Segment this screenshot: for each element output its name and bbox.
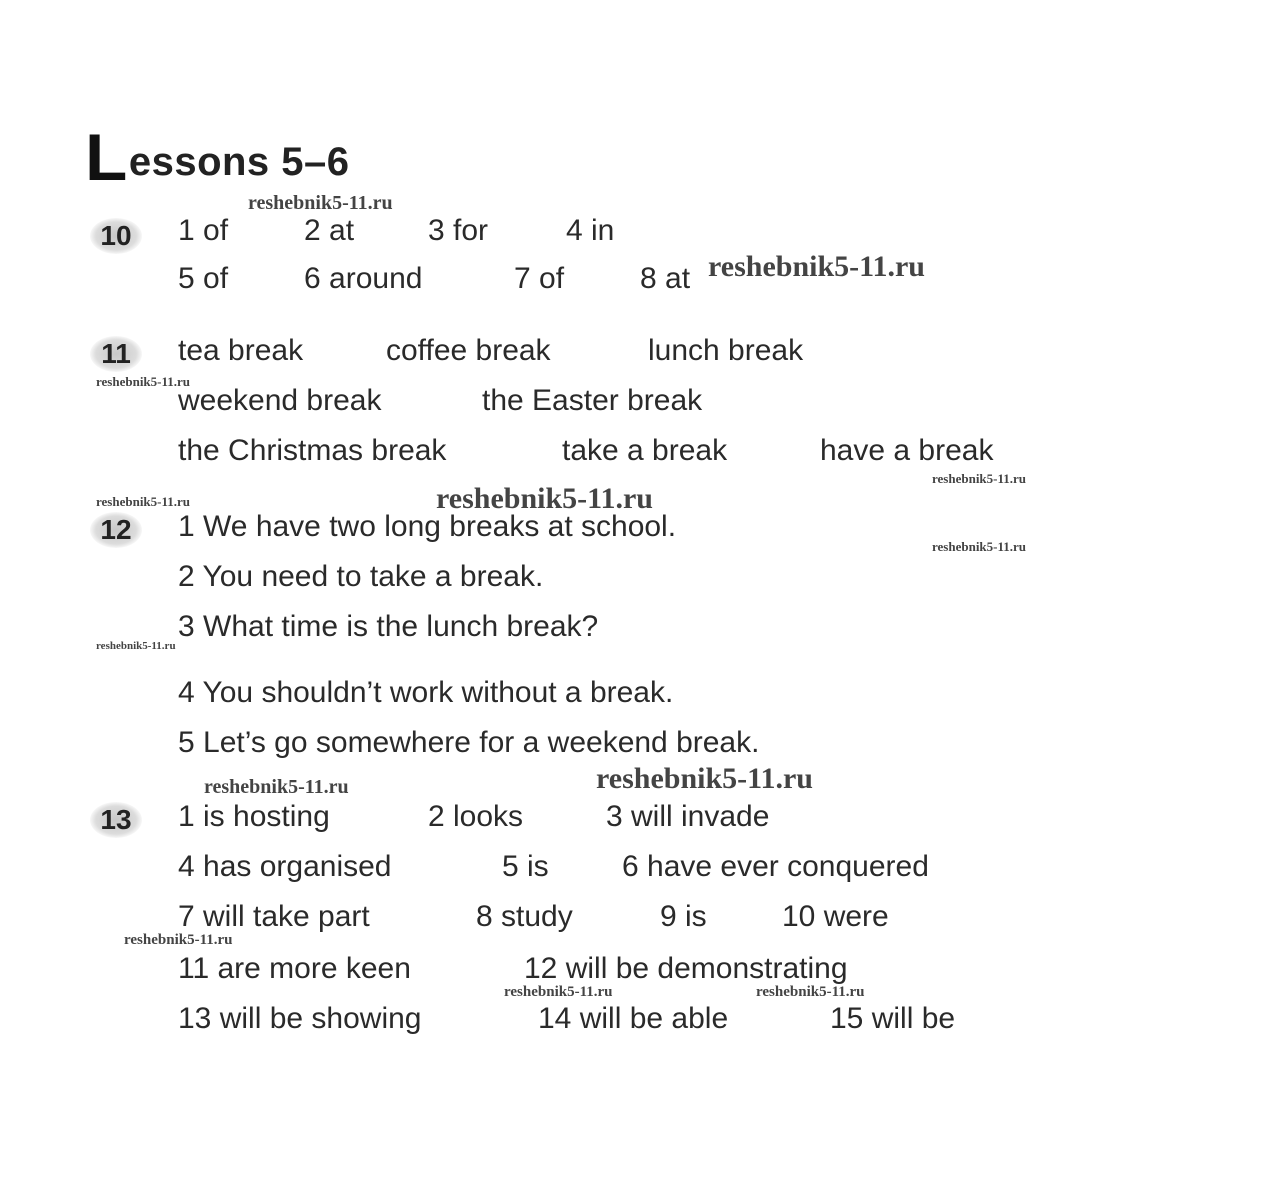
answer-item: 1 of [178,214,229,247]
exercise-12-line-3: 3 What time is the lunch break? [178,610,599,643]
watermark: reshebnik5-11.ru [708,250,925,283]
watermark: reshebnik5-11.ru [96,374,191,389]
answer-item: the Easter break [482,384,703,417]
answer-item: the Christmas break [178,434,447,467]
exercise-10-row-2 [0,262,1271,302]
exercise-number-10: 10 [86,216,146,256]
answer-item: tea break [178,334,304,367]
answer-item: coffee break [386,334,551,367]
watermark: reshebnik5-11.ru [96,640,176,652]
answer-item: 9 is [660,900,707,933]
answer-item: 8 at [640,262,691,295]
title-text: essons 5–6 [128,140,350,184]
page-title [84,120,350,194]
answer-item: 14 will be able [538,1002,729,1035]
answer-item: 5 of [178,262,229,295]
exercise-10-row-1 [0,214,1271,254]
answer-item: 1 is hosting [178,800,330,833]
exercise-11-row-1 [0,334,1271,374]
watermark: reshebnik5-11.ru [504,984,613,1000]
answer-item: 15 will be [830,1002,956,1035]
answer-item: 11 are more keen [178,952,411,985]
answer-item: 2 looks [428,800,524,833]
exercise-11-row-2 [0,384,1271,424]
answer-item: 7 will take part [178,900,370,933]
answer-item: 4 has organised [178,850,392,883]
exercise-13-row-4 [0,952,1271,992]
watermark: reshebnik5-11.ru [248,192,393,214]
answer-item: 6 around [304,262,423,295]
answer-item: 7 of [514,262,565,295]
answer-item: 3 for [428,214,489,247]
answer-item: 13 will be showing [178,1002,422,1035]
watermark: reshebnik5-11.ru [932,539,1027,554]
answer-item: take a break [562,434,728,467]
exercise-number-12: 12 [86,510,146,550]
answer-item: have a break [820,434,994,467]
answer-item: lunch break [648,334,804,367]
answer-item: 5 is [502,850,549,883]
watermark: reshebnik5-11.ru [436,482,653,515]
exercise-13-row-2 [0,850,1271,890]
title-initial: L [84,120,128,194]
exercise-number-11: 11 [86,334,146,374]
exercise-11-row-3 [0,434,1271,474]
answer-item: 2 at [304,214,355,247]
exercise-12-line-1: 1 We have two long breaks at school. [178,510,677,543]
answer-item: 3 will invade [606,800,770,833]
watermark: reshebnik5-11.ru [932,471,1027,486]
exercise-number-13: 13 [86,800,146,840]
exercise-12-line-5: 5 Let’s go somewhere for a weekend break. [178,726,760,759]
watermark: reshebnik5-11.ru [204,776,349,798]
exercise-12-line-4: 4 You shouldn’t work without a break. [178,676,674,709]
answer-item: 8 study [476,900,573,933]
watermark: reshebnik5-11.ru [124,932,233,948]
answer-item: 6 have ever conquered [622,850,929,883]
exercise-13-row-1 [0,800,1271,840]
answer-item: 10 were [782,900,889,933]
watermark: reshebnik5-11.ru [596,762,813,795]
exercise-12-line-2: 2 You need to take a break. [178,560,544,593]
answer-item: 4 in [566,214,615,247]
answer-item: 12 will be demonstrating [524,952,848,985]
exercise-13-row-5 [0,1002,1271,1042]
answer-item: weekend break [178,384,382,417]
watermark: reshebnik5-11.ru [96,494,191,509]
watermark: reshebnik5-11.ru [756,984,865,1000]
